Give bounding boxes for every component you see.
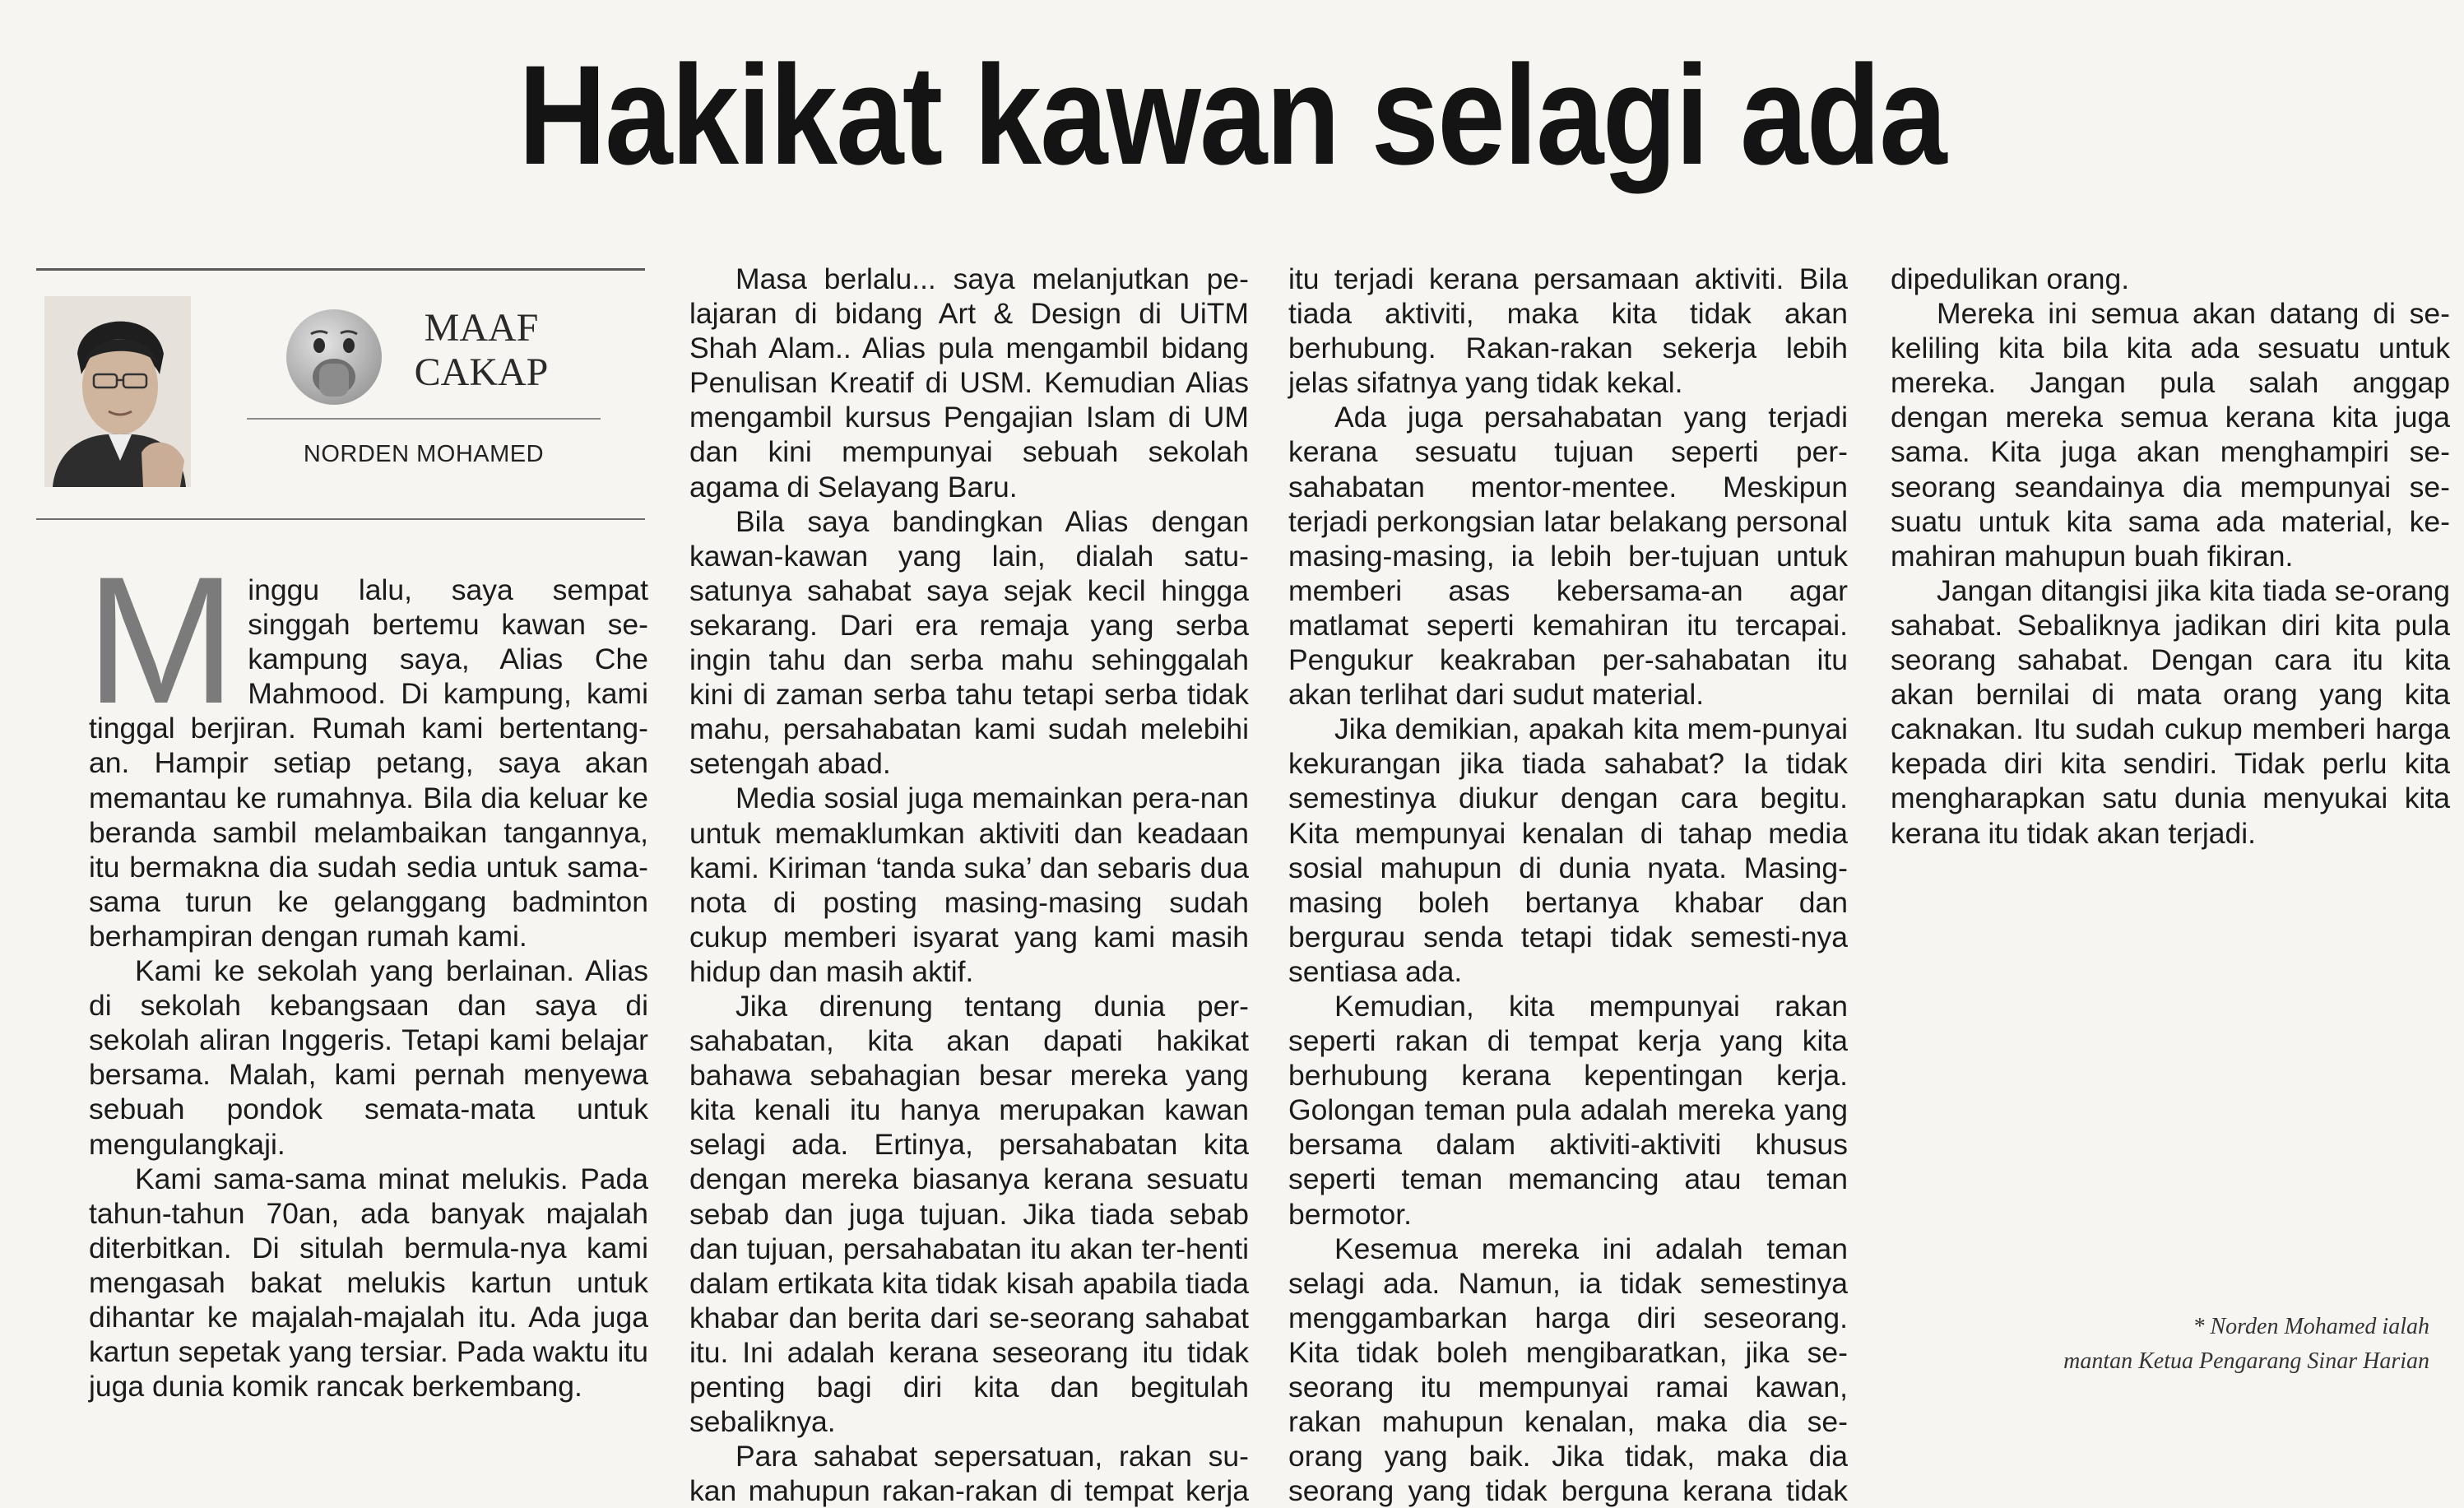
author-footnote [1854, 1310, 2429, 1379]
paragraph: Para sahabat sepersatuan, rakan su-kan mahupun rakan-rakan di tempat kerja [689, 1440, 1249, 1508]
column-brand [403, 306, 559, 395]
column-brand-line-1: MAAF [424, 306, 539, 350]
author-portrait-icon [44, 296, 191, 487]
paragraph: Minggu lalu, saya sempat singgah bertemu kawan se-kampung saya, Alias Che Mahmood. Di kampung, kami tinggal berjiran. Rumah kami bertentang-an. Hampir setiap petang, saya akan memantau ke rumahnya. Bila dia keluar ke beranda sambil melambaikan tangannya, itu bermakna dia sudah sedia untuk sama-sama turun ke gelanggang badminton berhampiran dengan rumah kami. [86, 539, 648, 953]
column-header-bottom-rule [36, 518, 645, 520]
paragraph: Kami sama-sama minat melukis. Pada tahun-tahun 70an, ada banyak majalah diterbitkan. Di situlah bermula-nya kami mengasah bakat melukis kartun untuk dihantar ke majalah-majalah itu. Ada juga kartun sepetak yang tersiar. Pada waktu itu juga dunia komik rancak berkembang. [89, 1162, 648, 1404]
article-column-4 [1891, 262, 2450, 851]
dropcap: M [86, 539, 237, 741]
paragraph: Jika direnung tentang dunia per-sahabatan, kita akan dapati hakikat bahawa sebahagian besar mereka yang kita kenali itu hanya merupakan kawan selagi ada. Ertinya, persahabatan kita dengan mereka biasanya kerana sesuatu sebab dan juga tujuan. Jika tiada sebab dan tujuan, persahabatan itu akan ter-henti dalam ertikata kita tidak kisah apabila tiada khabar dan berita dari se-seorang sahabat itu. Ini adalah kerana seseorang itu tidak penting bagi diri kita dan begitulah sebaliknya. [689, 989, 1249, 1439]
paragraph: Media sosial juga memainkan pera-nan untuk memaklumkan aktiviti dan keadaan kami. Kiriman ‘tanda suka’ dan sebaris dua nota di posting masing-masing sudah cukup memberi isyarat yang kami masih hidup dan masih aktif. [689, 782, 1249, 988]
article-column-1 [86, 539, 648, 1404]
paragraph: Kesemua mereka ini adalah teman selagi ada. Namun, ia tidak semestinya menggambarkan harga diri seseorang. Kita tidak boleh mengibaratkan, jika se-seorang itu mempunyai ramai kawan, rakan mahupun kenalan, maka dia se-orang yang baik. Jika tidak, maka dia seorang yang tidak berguna kerana tidak [1288, 1232, 1848, 1508]
paragraph: Ada juga persahabatan yang terjadi kerana sesuatu tujuan seperti per-sahabatan mentor-mentee. Meskipun terjadi perkongsian latar belakang personal masing-masing, ia lebih ber-tujuan untuk memberi asas kebersama-an agar matlamat seperti kemahiran itu tercapai. Pengukur keakraban per-sahabatan itu akan terlihat dari sudut material. [1288, 401, 1848, 712]
article-column-2 [689, 262, 1249, 1508]
paragraph: Kami ke sekolah yang berlainan. Alias di sekolah kebangsaan dan saya di sekolah aliran Inggeris. Tetapi kami belajar bersama. Malah, kami pernah menyewa sebuah pondok semata-mata untuk mengulangkaji. [89, 954, 648, 1161]
paragraph: Jika demikian, apakah kita mem-punyai kekurangan jika tiada sahabat? Ia tidak semestinya diukur dengan cara begitu. Kita mempunyai kenalan di tahap media sosial mahupun di dunia nyata. Masing-masing boleh bertanya khabar dan bergurau senda tetapi tidak semesti-nya sentiasa ada. [1288, 712, 1848, 988]
byline: NORDEN MOHAMED [303, 441, 545, 467]
byline-rule [247, 418, 601, 420]
footnote-line-1: * Norden Mohamed ialah [2193, 1314, 2429, 1339]
paragraph: dipedulikan orang. [1891, 262, 2130, 295]
paragraph: Mereka ini semua akan datang di se-keliling kita bila kita ada sesuatu untuk mereka. Jangan pula salah anggap dengan mereka semua kerana kita juga sama. Kita juga akan menghampiri se-seorang seandainya dia mempunyai se-suatu untuk kita sama ada material, ke-mahiran mahupun buah fikiran. [1891, 297, 2450, 573]
hush-emoji-icon [283, 306, 385, 408]
column-header-top-rule [36, 268, 645, 271]
paragraph: itu terjadi kerana persamaan aktiviti. Bila tiada aktiviti, maka kita tidak akan berhubung. Rakan-rakan sekerja lebih jelas sifatnya yang tidak kekal. [1288, 262, 1848, 400]
footnote-line-2: mantan Ketua Pengarang Sinar Harian [2063, 1348, 2429, 1374]
column-brand-line-2: CAKAP [414, 350, 549, 394]
article-column-3 [1288, 262, 1848, 1508]
author-portrait [44, 296, 191, 487]
paragraph: Masa berlalu... saya melanjutkan pe-lajaran di bidang Art & Design di UiTM Shah Alam.. Alias pula mengambil bidang Penulisan Kreatif di USM. Kemudian Alias mengambil kursus Pengajian Islam di UM dan kini mempunyai sebuah sekolah agama di Selayang Baru. [689, 262, 1249, 503]
paragraph: Kemudian, kita mempunyai rakan seperti rakan di tempat kerja yang kita berhubung kerana kepentingan kerja. Golongan teman pula adalah mereka yang bersama dalam aktiviti-aktiviti khusus seperti teman memancing atau teman bermotor. [1288, 989, 1848, 1231]
paragraph: Jangan ditangisi jika kita tiada se-orang sahabat. Sebaliknya jadikan diri kita pula seorang sahabat. Dengan cara itu kita akan bernilai di mata orang yang kita caknakan. Itu sudah cukup memberi harga kepada diri kita sendiri. Tidak perlu kita mengharapkan satu dunia menyukai kita kerana itu tidak akan terjadi. [1891, 573, 2450, 850]
paragraph: Bila saya bandingkan Alias dengan kawan-kawan yang lain, dialah satu-satunya sahabat saya sejak kecil hingga sekarang. Dari era remaja yang serba ingin tahu dan serba mahu sehinggalah kini di zaman serba tahu tetapi serba tidak mahu, persahabatan kami sudah melebihi setengah abad. [689, 504, 1249, 781]
headline: Hakikat kawan selagi ada [518, 36, 1946, 194]
